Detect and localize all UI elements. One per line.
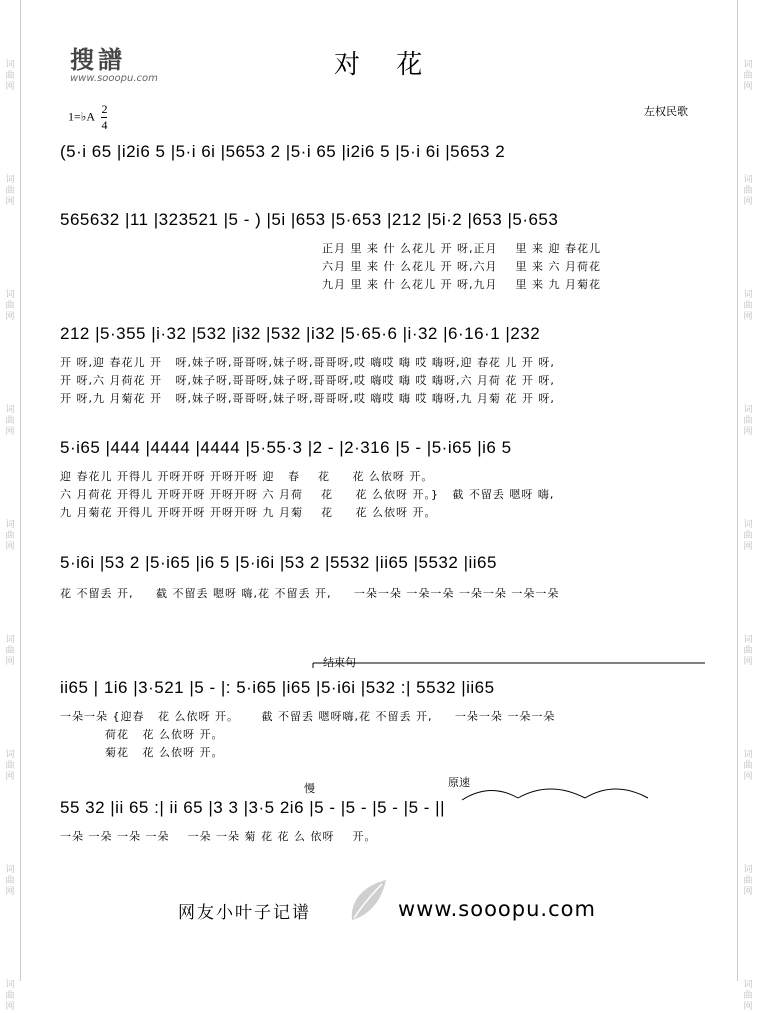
watermark-text: 词 曲 网	[743, 60, 753, 92]
transcriber-credit: 网友小叶子记谱	[178, 903, 311, 923]
watermark-text: 词 曲 网	[743, 290, 753, 322]
lyric-line-1: 迎 春花儿 开得儿 开呀开呀 开呀开呀 迎 春 花 花 么依呀 开。	[60, 470, 434, 483]
site-logo[interactable]	[70, 40, 158, 84]
lyric-line-2: 荷花 花 么依呀 开。	[60, 728, 224, 741]
notation-line: (5·i 65 |i2i6 5 |5·i 6i |5653 2 |5·i 65 |i2i6 5 |5·i 6i |5653 2	[60, 142, 506, 161]
watermark-text: 词 曲 网	[743, 750, 753, 782]
watermark-text: 词 曲 网	[5, 865, 15, 897]
lyric-line-1: 一朵 一朵 一朵 一朵 一朵 一朵 菊 花 花 么 依呀 开。	[60, 830, 377, 843]
song-title: 对 花	[334, 50, 437, 80]
time-numerator: 2	[101, 102, 108, 116]
logo-url: www.sooopu.com	[70, 73, 158, 84]
left-watermark-strip	[0, 0, 21, 1012]
watermark-text: 词 曲 网	[5, 60, 15, 92]
watermark-text: 词 曲 网	[5, 520, 15, 552]
tempo-original-mark: 原速	[448, 776, 470, 789]
watermark-text: 词 曲 网	[5, 405, 15, 437]
watermark-text: 词 曲 网	[743, 175, 753, 207]
right-watermark-strip	[737, 0, 758, 1012]
key-text: 1=♭A	[68, 109, 95, 124]
watermark-text: 词 曲 网	[743, 980, 753, 1012]
ending-bracket	[0, 650, 758, 670]
watermark-text: 词 曲 网	[5, 635, 15, 667]
notation-line: 565632 |11 |323521 |5 - ) |5i |653 |5·653 |212 |5i·2 |653 |5·653	[60, 210, 559, 229]
notation-line: 5·i6i |53 2 |5·i65 |i6 5 |5·i6i |53 2 |5532 |ii65 |5532 |ii65	[60, 553, 497, 572]
key-signature	[68, 102, 107, 133]
lyric-line-1: 开 呀,迎 春花儿 开 呀,妹子呀,哥哥呀,妹子呀,哥哥呀,哎 嗨哎 嗨 哎 嗨呀,迎 春花 儿 开 呀,	[60, 356, 555, 369]
notation-line: 5·i65 |444 |4444 |4444 |5·55·3 |2 - |2·316 |5 - |5·i65 |i6 5	[60, 438, 512, 457]
watermark-text: 词 曲 网	[5, 980, 15, 1012]
time-signature	[101, 102, 107, 133]
lyric-line-2: 六月 里 来 什 么花儿 开 呀,六月 里 来 六 月荷花	[322, 260, 601, 273]
watermark-text: 词 曲 网	[743, 635, 753, 667]
lyric-line-3: 开 呀,九 月菊花 开 呀,妹子呀,哥哥呀,妹子呀,哥哥呀,哎 嗨哎 嗨 哎 嗨呀,九 月菊 花 开 呀,	[60, 392, 555, 405]
notation-line: ii65 | 1i6 |3·521 |5 - |: 5·i65 |i65 |5·i6i |532 :| 5532 |ii65	[60, 678, 495, 697]
notation-line: 55 32 |ii 65 :| ii 65 |3 3 |3·5 2i6 |5 - |5 - |5 - |5 - ||	[60, 798, 445, 817]
footer-site-url[interactable]: www.sooopu.com	[398, 897, 596, 921]
leaf-logo-icon	[346, 878, 390, 924]
watermark-text: 词 曲 网	[5, 175, 15, 207]
tempo-slow-mark: 慢	[304, 782, 315, 795]
watermark-text: 词 曲 网	[5, 290, 15, 322]
section-label-ending: 结束句	[323, 656, 356, 669]
composer-credit: 左权民歌	[644, 105, 688, 118]
notation-line: 212 |5·355 |i·32 |532 |i32 |532 |i32 |5·65·6 |i·32 |6·16·1 |232	[60, 324, 541, 343]
watermark-text: 词 曲 网	[743, 405, 753, 437]
watermark-text: 词 曲 网	[5, 750, 15, 782]
lyric-line-3: 九月 里 来 什 么花儿 开 呀,九月 里 来 九 月菊花	[322, 278, 601, 291]
watermark-text: 词 曲 网	[743, 865, 753, 897]
lyric-line-3: 九 月菊花 开得儿 开呀开呀 开呀开呀 九 月菊 花 花 么依呀 开。	[60, 506, 437, 519]
lyric-line-2: 开 呀,六 月荷花 开 呀,妹子呀,哥哥呀,妹子呀,哥哥呀,哎 嗨哎 嗨 哎 嗨呀,六 月荷 花 开 呀,	[60, 374, 555, 387]
watermark-text: 词 曲 网	[743, 520, 753, 552]
lyric-line-1: 花 不留丢 开, 截 不留丢 嗯呀 嗨,花 不留丢 开, 一朵一朵 一朵一朵 一朵一朵 一朵一朵	[60, 587, 560, 600]
lyric-line-2: 六 月荷花 开得儿 开呀开呀 开呀开呀 六 月荷 花 花 么依呀 开。} 截 不留丢 嗯呀 嗨,	[60, 488, 555, 501]
lyric-line-1: 一朵一朵 {迎春 花 么依呀 开。 截 不留丢 嗯呀嗨,花 不留丢 开, 一朵一朵 一朵一朵	[60, 710, 556, 723]
time-denominator: 4	[101, 118, 108, 132]
lyric-line-1: 正月 里 来 什 么花儿 开 呀,正月 里 来 迎 春花儿	[322, 242, 601, 255]
lyric-line-3: 菊花 花 么依呀 开。	[60, 746, 224, 759]
logo-mark: 搜譜	[70, 45, 126, 74]
